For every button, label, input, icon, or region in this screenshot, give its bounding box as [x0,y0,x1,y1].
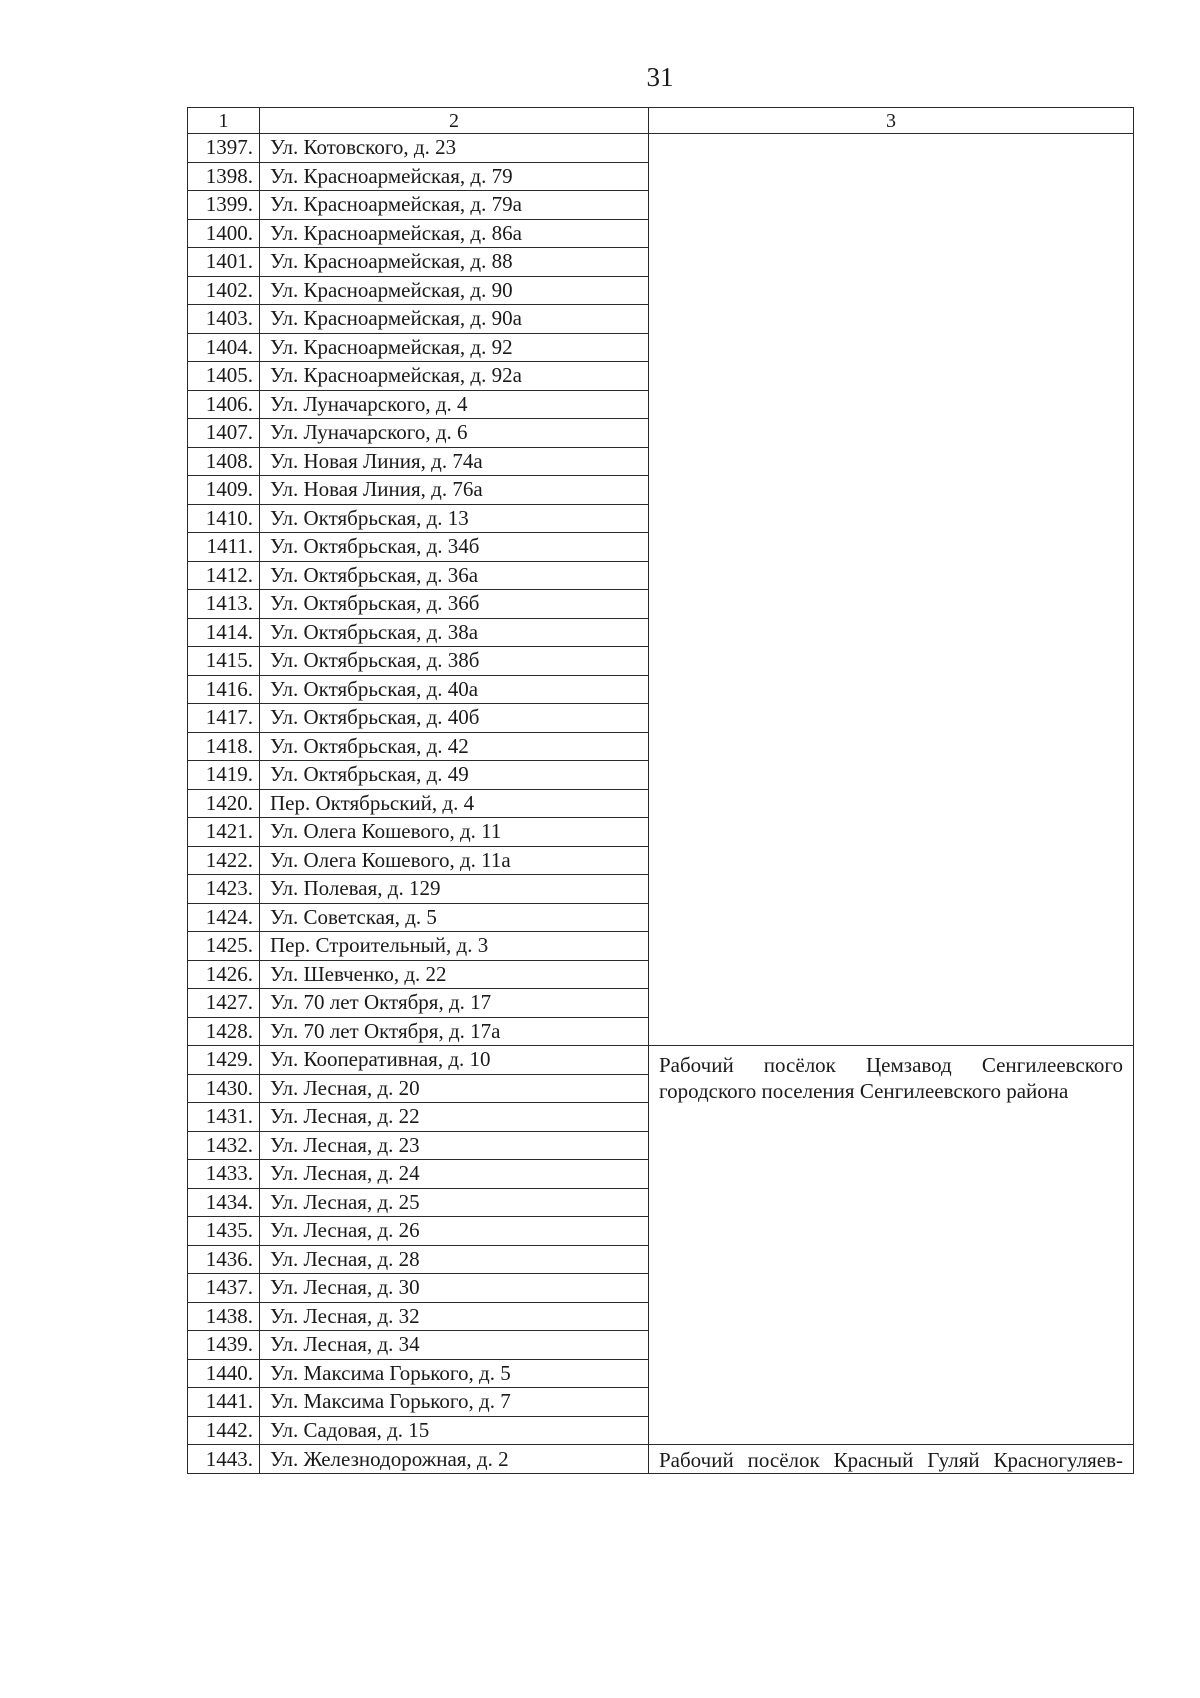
row-address: Ул. Красноармейская, д. 90а [260,305,649,334]
row-number: 1419. [188,761,260,790]
row-number: 1404. [188,333,260,362]
row-number: 1421. [188,818,260,847]
table-row [188,134,1134,163]
row-number: 1433. [188,1160,260,1189]
row-address: Ул. Октябрьская, д. 13 [260,504,649,533]
row-address: Ул. Красноармейская, д. 88 [260,248,649,277]
row-address: Ул. Садовая, д. 15 [260,1416,649,1445]
table-header-row [188,108,1134,134]
row-number: 1434. [188,1188,260,1217]
row-number: 1423. [188,875,260,904]
row-number: 1408. [188,447,260,476]
row-number: 1424. [188,903,260,932]
row-number: 1407. [188,419,260,448]
row-address: Ул. Лесная, д. 23 [260,1131,649,1160]
table-row [188,1046,1134,1075]
row-address: Ул. Советская, д. 5 [260,903,649,932]
row-address: Ул. Октябрьская, д. 38б [260,647,649,676]
row-address: Ул. Октябрьская, д. 36б [260,590,649,619]
row-number: 1409. [188,476,260,505]
row-address: Ул. Октябрьская, д. 49 [260,761,649,790]
row-address: Ул. Красноармейская, д. 79а [260,191,649,220]
row-number: 1411. [188,533,260,562]
row-address: Ул. Лесная, д. 25 [260,1188,649,1217]
table-body [188,134,1134,1474]
settlement-cell: Рабочий посёлок Цемзавод Сенгилеевского городского поселения Сенгилеевского района [649,1046,1134,1445]
row-number: 1402. [188,276,260,305]
row-number: 1405. [188,362,260,391]
row-address: Ул. Лесная, д. 20 [260,1074,649,1103]
row-address: Ул. Октябрьская, д. 38а [260,618,649,647]
settlement-cell [649,134,1134,1046]
settlement-address-table [187,107,1134,1474]
row-address: Ул. Красноармейская, д. 86а [260,219,649,248]
row-number: 1418. [188,732,260,761]
row-address: Ул. Луначарского, д. 6 [260,419,649,448]
row-address: Ул. Максима Горького, д. 5 [260,1359,649,1388]
row-address: Ул. Олега Кошевого, д. 11 [260,818,649,847]
row-number: 1422. [188,846,260,875]
row-number: 1416. [188,675,260,704]
column-header-address: 2 [260,108,649,134]
row-number: 1398. [188,162,260,191]
row-address: Ул. Лесная, д. 24 [260,1160,649,1189]
row-number: 1414. [188,618,260,647]
row-number: 1412. [188,561,260,590]
row-number: 1436. [188,1245,260,1274]
row-number: 1441. [188,1388,260,1417]
row-number: 1427. [188,989,260,1018]
row-address: Ул. Октябрьская, д. 40а [260,675,649,704]
row-address: Ул. Шевченко, д. 22 [260,960,649,989]
row-number: 1437. [188,1274,260,1303]
row-address: Ул. Красноармейская, д. 90 [260,276,649,305]
row-address: Пер. Октябрьский, д. 4 [260,789,649,818]
row-address: Ул. Лесная, д. 26 [260,1217,649,1246]
row-address: Ул. Котовского, д. 23 [260,134,649,163]
row-number: 1413. [188,590,260,619]
row-address: Ул. 70 лет Октября, д. 17а [260,1017,649,1046]
row-address: Ул. Железнодорожная, д. 2 [260,1445,649,1474]
row-number: 1417. [188,704,260,733]
row-address: Ул. 70 лет Октября, д. 17 [260,989,649,1018]
row-address: Ул. Октябрьская, д. 36а [260,561,649,590]
row-number: 1400. [188,219,260,248]
row-number: 1420. [188,789,260,818]
row-address: Ул. Олега Кошевого, д. 11а [260,846,649,875]
row-address: Ул. Лесная, д. 22 [260,1103,649,1132]
row-number: 1432. [188,1131,260,1160]
row-address: Ул. Красноармейская, д. 92 [260,333,649,362]
row-address: Ул. Красноармейская, д. 79 [260,162,649,191]
row-number: 1431. [188,1103,260,1132]
row-number: 1397. [188,134,260,163]
row-number: 1435. [188,1217,260,1246]
row-address: Ул. Кооперативная, д. 10 [260,1046,649,1075]
row-address: Ул. Октябрьская, д. 40б [260,704,649,733]
row-number: 1406. [188,390,260,419]
row-number: 1443. [188,1445,260,1474]
row-number: 1442. [188,1416,260,1445]
row-address: Ул. Новая Линия, д. 76а [260,476,649,505]
row-address: Ул. Лесная, д. 34 [260,1331,649,1360]
row-number: 1399. [188,191,260,220]
row-number: 1415. [188,647,260,676]
row-address: Ул. Полевая, д. 129 [260,875,649,904]
row-number: 1401. [188,248,260,277]
column-header-location: 3 [649,108,1134,134]
row-address: Ул. Лесная, д. 30 [260,1274,649,1303]
row-address: Ул. Красноармейская, д. 92а [260,362,649,391]
row-address: Ул. Лесная, д. 32 [260,1302,649,1331]
row-number: 1439. [188,1331,260,1360]
table-row [188,1445,1134,1474]
page-number: 31 [646,62,674,92]
row-address: Ул. Октябрьская, д. 34б [260,533,649,562]
row-number: 1410. [188,504,260,533]
row-number: 1440. [188,1359,260,1388]
row-number: 1429. [188,1046,260,1075]
row-address: Ул. Октябрьская, д. 42 [260,732,649,761]
row-number: 1428. [188,1017,260,1046]
column-header-number: 1 [188,108,260,134]
row-number: 1403. [188,305,260,334]
row-address: Ул. Новая Линия, д. 74а [260,447,649,476]
row-address: Ул. Луначарского, д. 4 [260,390,649,419]
row-number: 1425. [188,932,260,961]
row-number: 1426. [188,960,260,989]
row-address: Ул. Лесная, д. 28 [260,1245,649,1274]
settlement-cell: Рабочий посёлок Красный Гуляй Красногуляев- [649,1445,1134,1474]
row-number: 1430. [188,1074,260,1103]
row-number: 1438. [188,1302,260,1331]
row-address: Пер. Строительный, д. 3 [260,932,649,961]
row-address: Ул. Максима Горького, д. 7 [260,1388,649,1417]
